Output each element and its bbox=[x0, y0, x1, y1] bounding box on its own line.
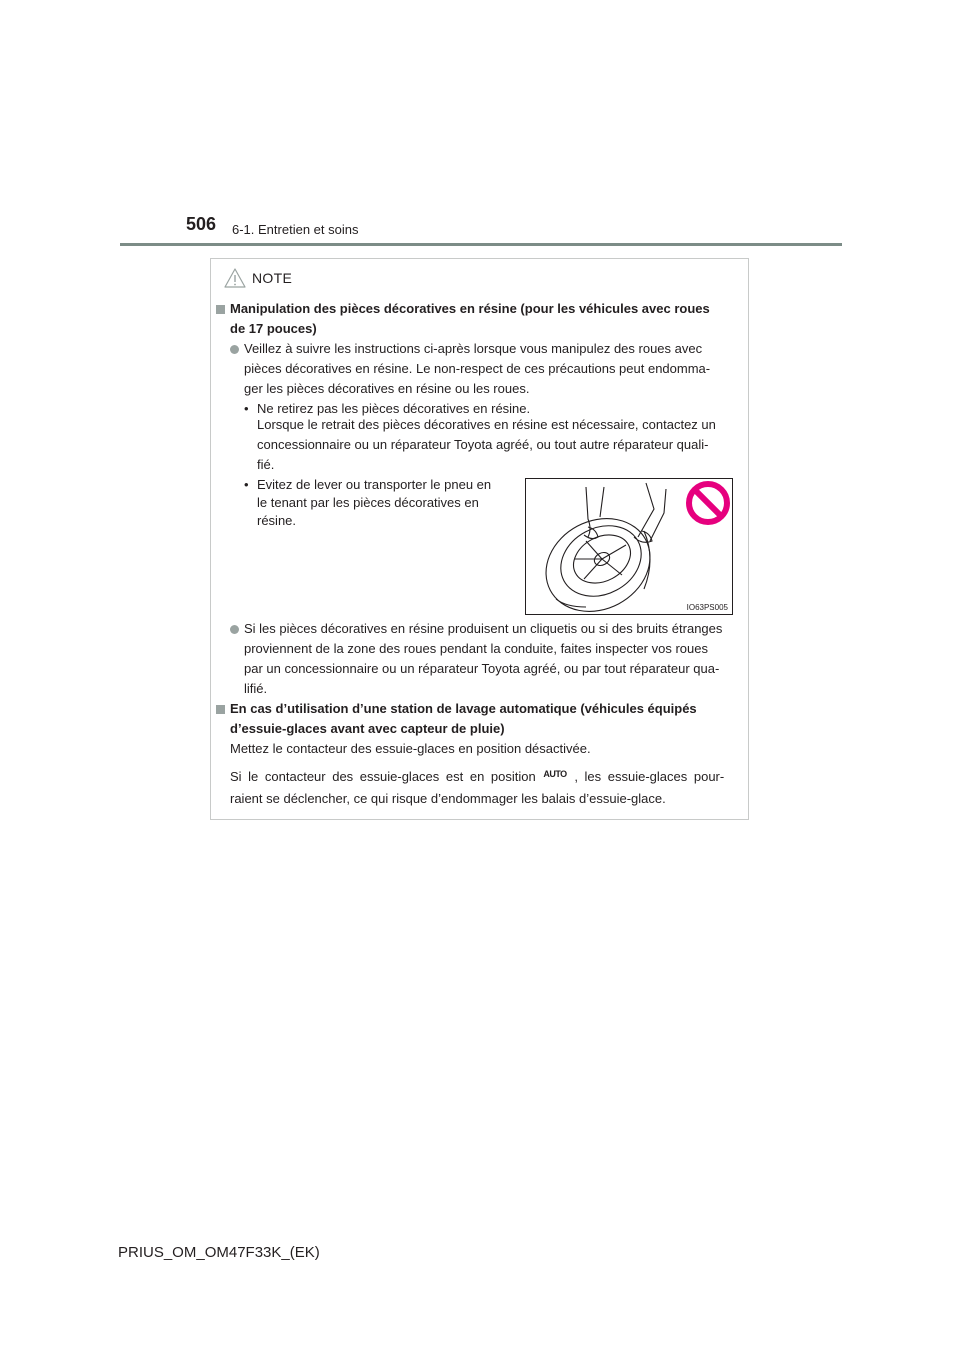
bullet2-line1: Si les pièces décoratives en résine produisent un cliquetis ou si des bruits étranges bbox=[244, 621, 723, 636]
section1-title-line1: Manipulation des pièces décoratives en résine (pour les véhicules avec roues bbox=[230, 301, 710, 316]
dash-bullet: • bbox=[244, 477, 249, 492]
bullet2-line4: lifié. bbox=[244, 681, 268, 696]
section2-para2-line1 bbox=[230, 764, 743, 787]
note-header bbox=[224, 266, 292, 290]
bullet1-line1: Veillez à suivre les instructions ci-après lorsque vous manipulez des roues avec bbox=[244, 341, 703, 356]
bullet1-line2: pièces décoratives en résine. Le non-respect de ces précautions peut endomma- bbox=[244, 361, 711, 376]
round-bullet bbox=[230, 345, 239, 354]
sub1-line3: concessionnaire ou un réparateur Toyota agréé, ou tout autre réparateur quali- bbox=[257, 437, 709, 452]
figure-code: IO63PS005 bbox=[686, 603, 728, 612]
auto-symbol: AUTO bbox=[543, 769, 567, 779]
header-rule bbox=[120, 243, 842, 246]
section2-para1: Mettez le contacteur des essuie-glaces en position désactivée. bbox=[230, 741, 591, 756]
tire-illustration bbox=[525, 478, 733, 615]
warning-triangle-icon bbox=[224, 268, 246, 288]
bullet2-line2: proviennent de la zone des roues pendant la conduite, faites inspecter vos roues bbox=[244, 641, 708, 656]
para2-end: , les essuie-glaces pour- bbox=[574, 769, 725, 784]
footer-doc-code: PRIUS_OM_OM47F33K_(EK) bbox=[118, 1244, 320, 1261]
bullet1-line3: ger les pièces décoratives en résine ou les roues. bbox=[244, 381, 530, 396]
round-bullet bbox=[230, 625, 239, 634]
bullet2-line3: par un concessionnaire ou un réparateur Toyota agréé, ou par tout réparateur qua- bbox=[244, 661, 720, 676]
square-bullet bbox=[216, 305, 225, 314]
para2-start: Si le contacteur des essuie-glaces est en position bbox=[230, 769, 536, 784]
tire-lifting-icon bbox=[526, 479, 732, 614]
sub1-line4: fié. bbox=[257, 457, 275, 472]
square-bullet bbox=[216, 705, 225, 714]
sub1-line1: Ne retirez pas les pièces décoratives en résine. bbox=[257, 401, 531, 416]
section-title: 6-1. Entretien et soins bbox=[232, 222, 359, 237]
note-label: NOTE bbox=[252, 270, 293, 286]
sub1-line2: Lorsque le retrait des pièces décoratives en résine est nécessaire, contactez un bbox=[257, 417, 716, 432]
dash-bullet: • bbox=[244, 401, 249, 416]
section2-title-line1: En cas d’utilisation d’une station de lavage automatique (véhicules équipés bbox=[230, 701, 697, 716]
sub2-line2: le tenant par les pièces décoratives en bbox=[257, 495, 479, 510]
sub2-line3: résine. bbox=[257, 513, 297, 528]
note-box bbox=[210, 258, 749, 820]
page-number: 506 bbox=[186, 214, 217, 234]
section2-para2-line2: raient se déclencher, ce qui risque d’endommager les balais d’essuie-glace. bbox=[230, 791, 666, 806]
sub2-line1: Evitez de lever ou transporter le pneu en bbox=[257, 477, 492, 492]
section2-title-line2: d’essuie-glaces avant avec capteur de pluie) bbox=[230, 721, 505, 736]
section1-title-line2: de 17 pouces) bbox=[230, 321, 317, 336]
